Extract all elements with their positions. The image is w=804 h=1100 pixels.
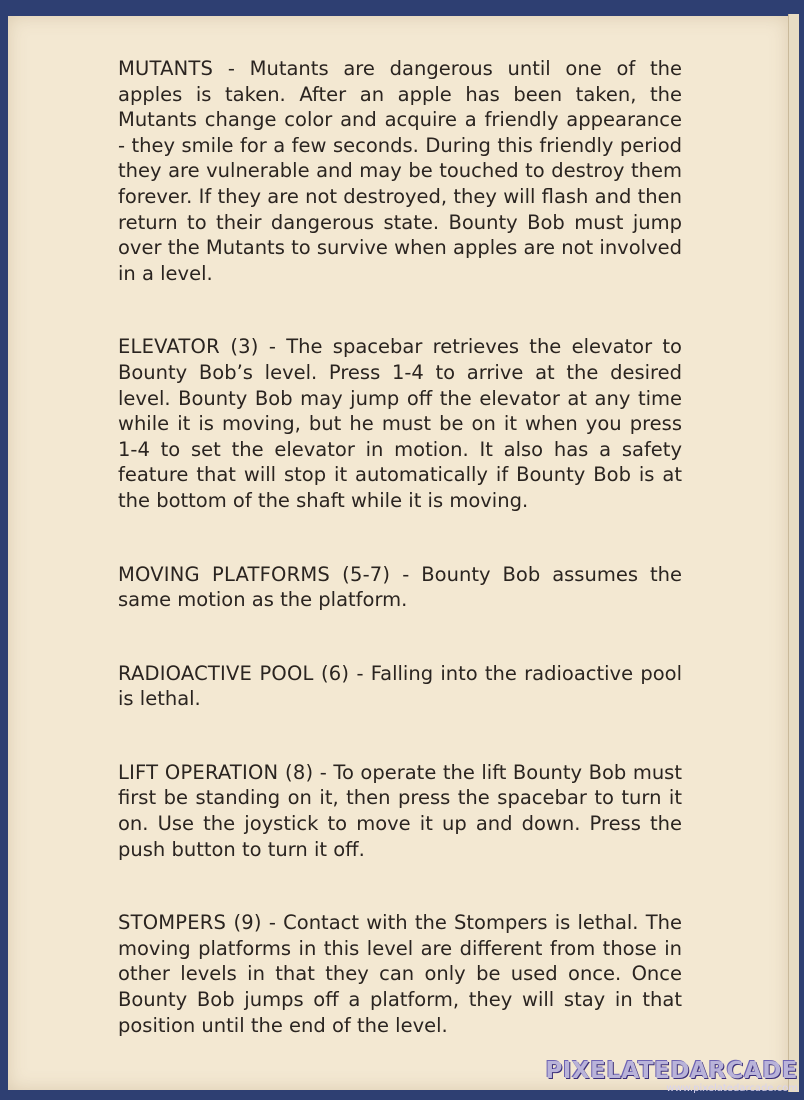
section-heading: ELEVATOR (3) — [118, 335, 259, 359]
section-heading: RADIOACTIVE POOL (6) — [118, 661, 350, 685]
section-body: - Falling into the radioactive pool is lethal. — [118, 661, 682, 711]
section-body: - The spacebar retrieves the elevator to Bounty Bob’s level. Press 1-4 to arrive at the desired level. Bounty Bob may jump off the elevator at any time while it is moving, but he must be on it when you press 1-4 to set the elevator in motion. It also has a safety feature that will stop it automatically if Bounty Bob is at the bottom of the shaft while it is moving. — [118, 335, 682, 512]
section-lift-operation — [118, 760, 682, 862]
section-paragraph — [118, 910, 682, 1038]
section-radioactive-pool — [118, 661, 682, 712]
section-paragraph — [118, 334, 682, 513]
watermark-url: www.pixelatedarcade.com — [666, 1083, 798, 1094]
watermark — [545, 1059, 798, 1094]
section-stompers — [118, 910, 682, 1038]
section-paragraph — [118, 760, 682, 862]
section-heading: LIFT OPERATION (8) — [118, 760, 314, 784]
section-paragraph — [118, 661, 682, 712]
section-heading: MOVING PLATFORMS (5-7) — [118, 562, 391, 586]
section-moving-platforms — [118, 562, 682, 613]
section-paragraph — [118, 562, 682, 613]
page-content — [118, 56, 682, 1086]
section-body: - To operate the lift Bounty Bob must first be standing on it, then press the spacebar to turn it on. Use the joystick to move it up and down. Press the push button to turn it off. — [118, 760, 682, 861]
section-heading: STOMPERS (9) — [118, 911, 262, 935]
page-edge — [788, 14, 799, 1092]
section-mutants — [118, 56, 682, 286]
section-body: - Bounty Bob assumes the same motion as the platform. — [118, 562, 682, 612]
watermark-logo-text: PIXELATEDARCADE — [545, 1058, 798, 1084]
section-body: - Mutants are dangerous until one of the apples is taken. After an apple has been taken, the Mutants change color and acquire a friendly appearance - they smile for a few seconds. During this friendly period they are vulnerable and may be touched to destroy them forever. If they are not destroyed, they will flash and then return to their dangerous state. Bounty Bob must jump over the Mutants to survive when apples are not involved in a level. — [118, 57, 682, 285]
paper-page — [8, 16, 788, 1090]
section-body: - Contact with the Stompers is lethal. The moving platforms in this level are different from those in other levels in that they can only be used once. Once Bounty Bob jumps off a platform, they will stay in that position until the end of the level. — [118, 911, 682, 1037]
section-heading: MUTANTS — [118, 57, 214, 80]
section-paragraph — [118, 56, 682, 286]
section-elevator — [118, 334, 682, 513]
